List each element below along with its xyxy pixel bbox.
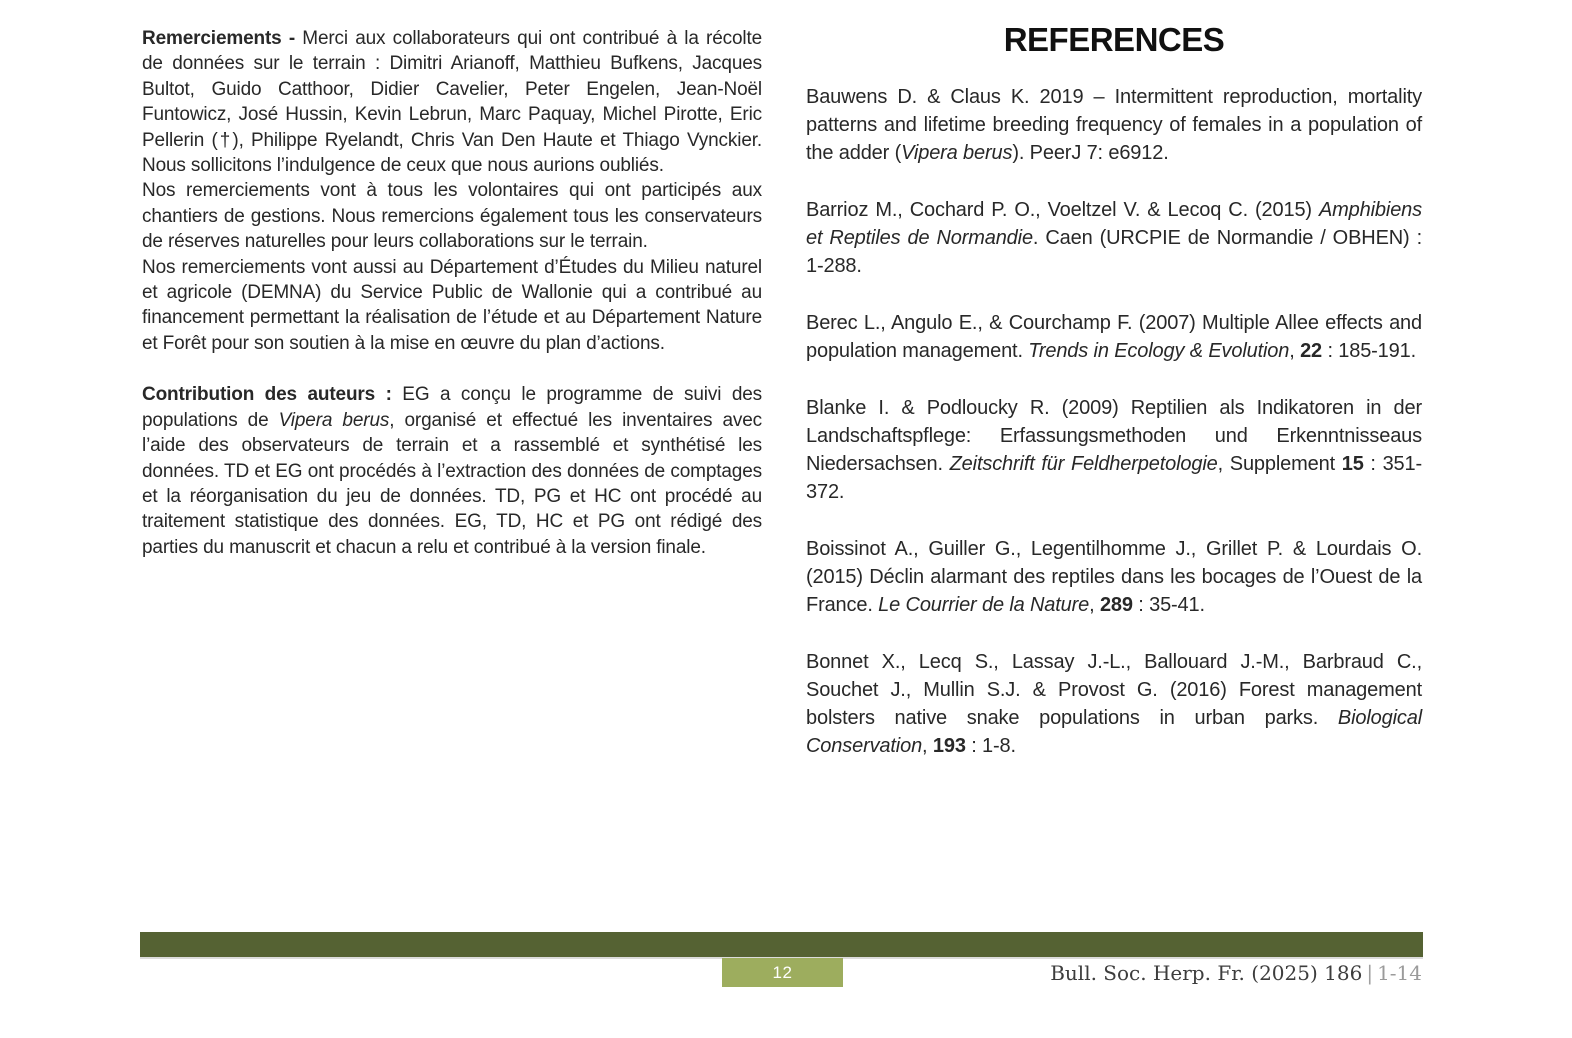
funding-paragraph: Nos remerciements vont aussi au Département d’Études du Milieu naturel et agricole (DEMNA) du Service Public de Wallonie qui a contribué au financement permettant la réalisation de l’étude et au Département Nature et Forêt pour son soutien à la mise en œuvre du plan d’actions. (142, 256, 762, 354)
page-number: 12 (772, 962, 793, 982)
reference-entry: Barrioz M., Cochard P. O., Voeltzel V. & Lecoq C. (2015) Amphibiens et Reptiles de Normandie. Caen (URCPIE de Normandie / OBHEN) : 1-288. (806, 199, 1422, 277)
journal-citation (1050, 961, 1422, 985)
acknowledgements-paragraph: Remerciements - Merci aux collaborateurs qui ont contribué à la récolte de données sur le terrain : Dimitri Arianoff, Matthieu Bufkens, Jacques Bultot, Guido Catthoor, Didier Cavelier, Peter Engelen, Jean-Noël Funtowicz, José Hussin, Kevin Lebrun, Marc Paquay, Michel Pirotte, Eric Pellerin (†), Philippe Ryelandt, Chris Van Den Haute et Thiago Vynckier. Nous sollicitons l’indulgence de ceux que nous aurions oubliés. (142, 28, 762, 177)
reference-entry: Berec L., Angulo E., & Courchamp F. (2007) Multiple Allee effects and population management. Trends in Ecology & Evolution, 22 : 185-191. (806, 312, 1422, 362)
references-heading: REFERENCES (1003, 21, 1225, 58)
volunteers-paragraph: Nos remerciements vont à tous les volontaires qui ont participés aux chantiers de gestions. Nous remercions également tous les conservateurs de réserves naturelles pour leurs collaborations sur le terrain. (142, 180, 762, 253)
author-contributions-paragraph: Contribution des auteurs : EG a conçu le programme de suivi des populations de Vipera berus, organisé et effectué les inventaires avec l’aide des observateurs de terrain et a rassemblé et synthétisé les données. TD et EG ont procédés à l’extraction des données de comptages et la réorganisation du jeu de données. TD, PG et HC ont procédé au traitement statistique des données. EG, TD, HC et PG ont rédigé des parties du manuscrit et chacun a relu et contribué à la version finale. (142, 384, 763, 558)
reference-entry: Bonnet X., Lecq S., Lassay J.-L., Ballouard J.-M., Barbraud C., Souchet J., Mullin S.J. & Provost G. (2016) Forest management bolsters native snake populations in urban parks. Biological Conservation, 193 : 1-8. (806, 651, 1422, 757)
references-column (806, 21, 1422, 789)
citation-separator: | (1366, 961, 1374, 985)
reference-entry: Bauwens D. & Claus K. 2019 – Intermittent reproduction, mortality patterns and lifetime breeding frequency of females in a population of the adder (Vipera berus). PeerJ 7: e6912. (806, 86, 1422, 164)
reference-entry: Boissinot A., Guiller G., Legentilhomme J., Grillet P. & Lourdais O. (2015) Déclin alarmant des reptiles dans les bocages de l’Ouest de la France. Le Courrier de la Nature, 289 : 35-41. (806, 538, 1422, 616)
two-column-layout (142, 21, 1422, 789)
journal-citation-text: Bull. Soc. Herp. Fr. (2025) 186 (1050, 961, 1363, 985)
left-column (142, 26, 762, 789)
citation-page-range: 1-14 (1377, 961, 1422, 985)
page-number-box (722, 958, 843, 987)
footer-bar (140, 932, 1423, 959)
reference-entry: Blanke I. & Podloucky R. (2009) Reptilien als Indikatoren in der Landschaftspflege: Erfassungsmethoden und Erkenntnisseaus Niedersachsen. Zeitschrift für Feldherpetologie, Supplement 15 : 351-372. (806, 397, 1422, 503)
